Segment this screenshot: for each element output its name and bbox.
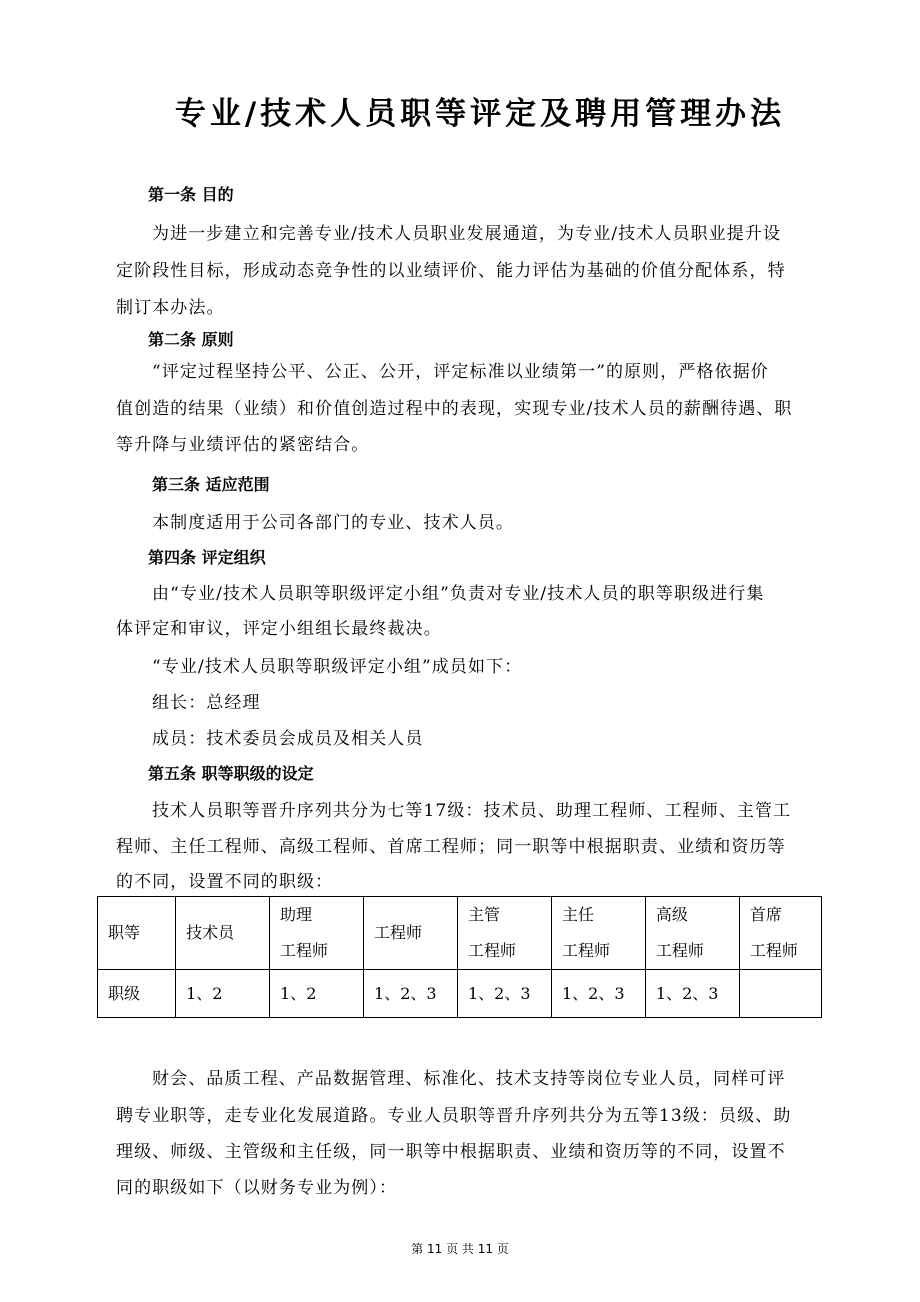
table-header-cell: 首席 工程师 <box>739 897 821 970</box>
article-5-heading: 第五条 职等职级的设定 <box>148 764 314 783</box>
article-4-line: 组长：总经理 <box>152 693 261 713</box>
article-1-heading: 第一条 目的 <box>148 185 234 204</box>
article-2-line: 值创造的结果（业绩）和价值创造过程中的表现，实现专业/技术人员的薪酬待遇、职 <box>116 399 793 419</box>
article-5-line: 程师、主任工程师、高级工程师、首席工程师；同一职等中根据职责、业绩和资历等 <box>116 837 786 857</box>
article-4-heading: 第四条 评定组织 <box>148 548 266 567</box>
paragraph-line: 同的职级如下（以财务专业为例）： <box>116 1178 398 1198</box>
article-2-line: “评定过程坚持公平、公正、公开，评定标准以业绩第一”的原则，严格依据价 <box>152 362 769 382</box>
table-header-cell: 主管 工程师 <box>457 897 551 970</box>
article-4-line: 体评定和审议，评定小组组长最终裁决。 <box>116 619 442 639</box>
article-4-line: “专业/技术人员职等职级评定小组”成员如下： <box>152 657 523 677</box>
table-cell: 1、2、3 <box>645 970 739 1018</box>
table-header-cell: 高级 工程师 <box>645 897 739 970</box>
table-header-cell: 主任 工程师 <box>551 897 645 970</box>
article-2-line: 等升降与业绩评估的紧密结合。 <box>116 435 370 455</box>
table-cell: 1、2 <box>176 970 270 1018</box>
table-cell: 1、2、3 <box>364 970 458 1018</box>
article-1-line: 制订本办法。 <box>116 298 225 318</box>
table-cell: 1、2 <box>270 970 364 1018</box>
paragraph-line: 财会、品质工程、产品数据管理、标准化、技术支持等岗位专业人员，同样可评 <box>152 1069 786 1089</box>
table-cell: 1、2、3 <box>551 970 645 1018</box>
table-header-cell: 技术员 <box>176 897 270 970</box>
article-3-line: 本制度适用于公司各部门的专业、技术人员。 <box>152 513 514 533</box>
table-cell: 职级 <box>98 970 176 1018</box>
page-title: 专业/技术人员职等评定及聘用管理办法 <box>174 96 786 132</box>
article-5-line: 的不同，设置不同的职级： <box>116 872 334 892</box>
paragraph-line: 理级、师级、主管级和主任级，同一职等中根据职责、业绩和资历等的不同，设置不 <box>116 1142 786 1162</box>
article-4-line: 由“专业/技术人员职等职级评定小组”负责对专业/技术人员的职等职级进行集 <box>152 584 765 604</box>
table-header-cell: 职等 <box>98 897 176 970</box>
grade-table <box>97 896 822 1018</box>
table-row <box>98 970 822 1018</box>
page-footer: 第 11 页 共 11 页 <box>411 1242 509 1256</box>
article-4-line: 成员：技术委员会成员及相关人员 <box>152 729 424 749</box>
article-1-line: 为进一步建立和完善专业/技术人员职业发展通道，为专业/技术人员职业提升设 <box>152 224 782 244</box>
table-cell <box>739 970 821 1018</box>
table-header-cell: 助理 工程师 <box>270 897 364 970</box>
paragraph-line: 聘专业职等，走专业化发展道路。专业人员职等晋升序列共分为五等13级：员级、助 <box>116 1106 792 1126</box>
article-5-line: 技术人员职等晋升序列共分为七等17级：技术员、助理工程师、工程师、主管工 <box>152 801 792 821</box>
article-2-heading: 第二条 原则 <box>148 330 234 349</box>
table-header-row <box>98 897 822 970</box>
article-1-line: 定阶段性目标，形成动态竞争性的以业绩评价、能力评估为基础的价值分配体系，特 <box>116 261 786 281</box>
article-3-heading: 第三条 适应范围 <box>152 475 270 494</box>
table-header-cell: 工程师 <box>364 897 458 970</box>
table-cell: 1、2、3 <box>457 970 551 1018</box>
